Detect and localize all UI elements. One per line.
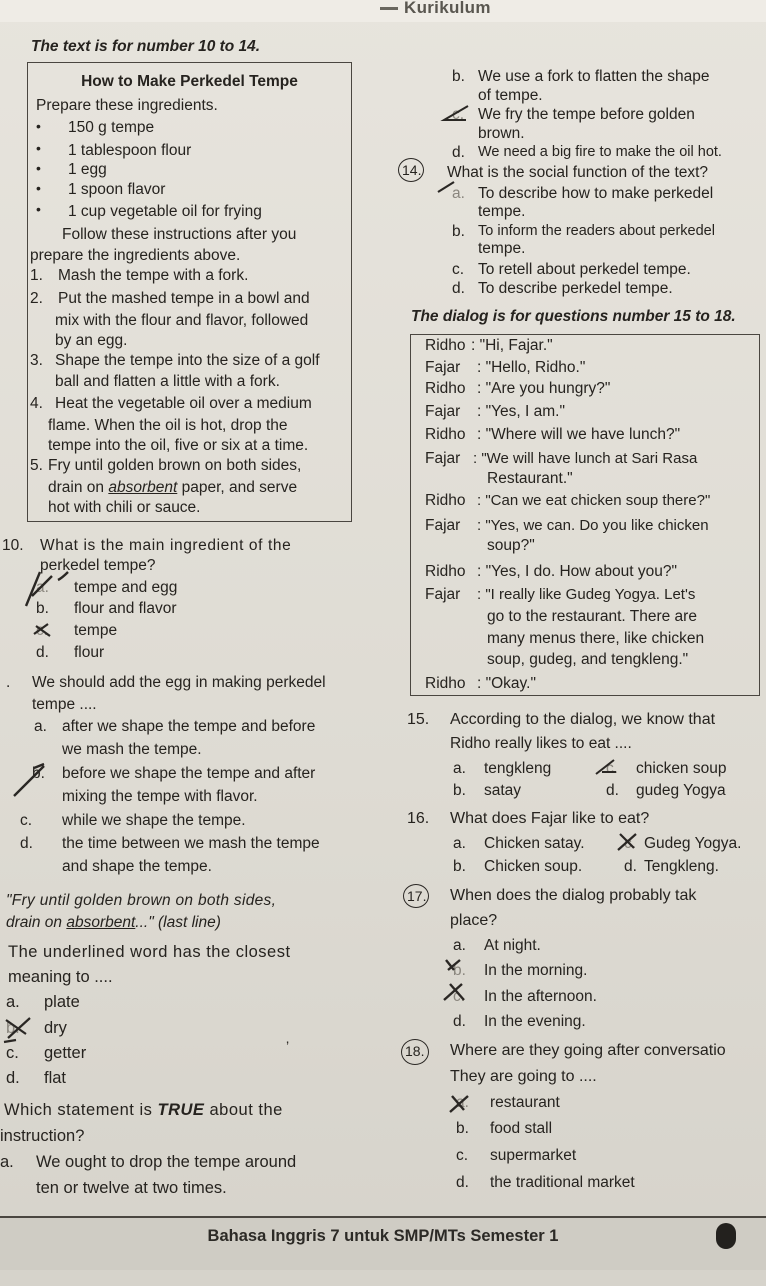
option-letter[interactable]: c. — [453, 988, 466, 1005]
option-text[interactable]: tempe. — [478, 203, 526, 220]
section-intro-15-18: The dialog is for questions number 15 to 18. — [411, 308, 736, 325]
option-text[interactable]: In the morning. — [484, 962, 588, 979]
option-text[interactable]: while we shape the tempe. — [62, 812, 246, 829]
ingredient-item: 1 egg — [68, 161, 107, 178]
question-number: 15. — [407, 711, 430, 728]
bullet-icon: • — [36, 201, 41, 217]
dialog-line: : "I really like Gudeg Yogya. Let's — [477, 586, 696, 603]
dialog-line: soup, gudeg, and tengkleng." — [487, 651, 689, 668]
option-text[interactable]: To inform the readers about perkedel — [478, 223, 715, 239]
option-text[interactable]: tempe. — [478, 240, 526, 257]
step-line: tempe into the oil, five or six at a time. — [48, 437, 309, 454]
question-number: 17. — [407, 888, 427, 904]
speaker-name: Ridho — [425, 380, 466, 397]
option-letter[interactable]: a. — [36, 579, 49, 596]
option-text[interactable]: the traditional market — [490, 1174, 635, 1191]
option-letter[interactable]: b. — [452, 223, 465, 240]
step-line: Fry until golden brown on both sides, — [48, 457, 302, 474]
question-stem: tempe .... — [32, 696, 97, 713]
option-letter[interactable]: a. — [453, 937, 466, 954]
option-text[interactable]: We ought to drop the tempe around — [36, 1153, 297, 1171]
dialog-line: go to the restaurant. There are — [487, 608, 697, 625]
step-number: 4. — [30, 395, 43, 412]
step-number: 1. — [30, 267, 43, 284]
recipe-follow-line-1: Follow these instructions after you — [62, 226, 297, 243]
option-letter[interactable]: b. — [453, 782, 466, 799]
stray-pen-mark-icon: ’ — [286, 1038, 290, 1054]
option-letter[interactable]: b. — [6, 1019, 20, 1037]
option-letter[interactable]: b. — [456, 1120, 469, 1137]
speaker-name: Fajar — [425, 403, 461, 420]
step-line: ball and flatten a little with a fork. — [55, 373, 280, 390]
option-letter[interactable]: c. — [20, 812, 33, 829]
recipe-follow-line-2: prepare the ingredients above. — [30, 247, 241, 264]
question-stem — [4, 1100, 283, 1121]
dialog-line: Restaurant." — [487, 470, 573, 487]
option-text[interactable]: tempe and egg — [74, 579, 178, 596]
option-letter[interactable]: a. — [452, 185, 465, 202]
option-text[interactable]: food stall — [490, 1120, 553, 1137]
option-letter[interactable]: a. — [0, 1153, 14, 1171]
option-text[interactable]: Chicken soup. — [484, 858, 583, 875]
bullet-icon: • — [36, 160, 41, 176]
option-text[interactable]: tengkleng — [484, 760, 552, 777]
speaker-name: Ridho — [425, 492, 466, 509]
option-text[interactable]: We use a fork to flatten the shape — [478, 68, 710, 85]
option-letter[interactable]: d. — [456, 1174, 469, 1191]
option-text[interactable]: and shape the tempe. — [62, 858, 212, 875]
option-text[interactable]: Tengkleng. — [644, 858, 719, 875]
curriculum-label: Kurikulum — [404, 0, 491, 17]
option-text[interactable]: supermarket — [490, 1147, 577, 1164]
option-letter[interactable]: b. — [453, 858, 466, 875]
question-number: 10. — [2, 537, 24, 554]
option-text[interactable]: restaurant — [490, 1094, 560, 1111]
step-number: 5. — [30, 457, 43, 474]
step-line: by an egg. — [55, 332, 128, 349]
speaker-name: Ridho — [425, 426, 466, 443]
option-letter[interactable]: d. — [452, 280, 465, 297]
step-line: Shape the tempe into the size of a golf — [55, 352, 320, 369]
option-letter[interactable]: d. — [20, 835, 33, 852]
question-number: 14. — [402, 162, 422, 178]
option-text[interactable]: We fry the tempe before golden — [478, 106, 695, 123]
option-text[interactable]: In the afternoon. — [484, 988, 597, 1005]
curriculum-header — [380, 0, 491, 18]
option-letter[interactable]: a. — [6, 993, 20, 1011]
question-stem: Where are they going after conversatio — [450, 1042, 726, 1059]
option-letter[interactable]: d. — [452, 144, 465, 161]
option-text[interactable]: ten or twelve at two times. — [36, 1179, 227, 1197]
dialog-line: soup?" — [487, 537, 535, 554]
ingredient-item: 150 g tempe — [68, 119, 155, 136]
speaker-name: Ridho — [425, 675, 466, 692]
step-line: Put the mashed tempe in a bowl and — [58, 290, 310, 307]
option-letter[interactable]: d. — [606, 782, 619, 799]
dialog-line: : "Where will we have lunch?" — [477, 426, 681, 443]
step-line: mix with the flour and flavor, followed — [55, 312, 309, 329]
option-text[interactable]: At night. — [484, 937, 541, 954]
section-intro-10-14: The text is for number 10 to 14. — [31, 38, 261, 55]
stem-text: about the — [209, 1101, 283, 1119]
bullet-icon: • — [36, 140, 41, 156]
quote-underlined-word: absorbent — [66, 914, 136, 931]
option-letter[interactable]: a. — [34, 718, 47, 735]
option-text[interactable]: flat — [44, 1069, 67, 1087]
option-letter[interactable]: c. — [6, 1044, 19, 1062]
question-stem: When does the dialog probably tak — [450, 887, 697, 904]
dialog-box — [410, 334, 760, 696]
option-text[interactable]: Gudeg Yogya. — [644, 835, 742, 852]
recipe-prepare-label: Prepare these ingredients. — [36, 97, 218, 114]
header-dash — [380, 7, 398, 10]
option-text[interactable]: In the evening. — [484, 1013, 586, 1030]
option-text[interactable]: tempe — [74, 622, 118, 639]
stem-text: Which statement is — [4, 1101, 153, 1119]
dialog-line: : "Hello, Ridho." — [477, 359, 586, 376]
dialog-line: : "Hi, Fajar." — [471, 337, 553, 354]
bullet-icon: • — [36, 118, 41, 134]
question-stem: perkedel tempe? — [40, 557, 156, 574]
bullet-icon: • — [36, 180, 41, 196]
dialog-line: : "Okay." — [477, 675, 536, 692]
question-stem: According to the dialog, we know that — [450, 711, 716, 728]
option-text[interactable]: plate — [44, 993, 80, 1011]
option-text[interactable]: flour — [74, 644, 105, 661]
option-text[interactable]: brown. — [478, 125, 525, 142]
option-text[interactable]: Chicken satay. — [484, 835, 585, 852]
speaker-name: Ridho — [425, 337, 466, 354]
option-text[interactable]: To retell about perkedel tempe. — [478, 261, 691, 278]
option-letter[interactable]: a. — [453, 835, 466, 852]
dialog-line: : "Are you hungry?" — [477, 380, 611, 397]
step-number: 2. — [30, 290, 43, 307]
ingredient-item: 1 tablespoon flour — [68, 142, 192, 159]
question-stem: place? — [450, 912, 498, 929]
option-letter[interactable]: c. — [452, 261, 465, 278]
option-text[interactable]: before we shape the tempe and after — [62, 765, 316, 782]
question-stem: Ridho really likes to eat .... — [450, 735, 632, 752]
option-letter[interactable]: a. — [456, 1094, 469, 1111]
question-stem: instruction? — [0, 1127, 85, 1145]
question-stem: meaning to .... — [8, 968, 113, 986]
option-text[interactable]: satay — [484, 782, 522, 799]
stem-emphasis-true: TRUE — [157, 1101, 205, 1119]
absorbent-underlined-word: absorbent — [108, 479, 178, 496]
dialog-line: : "Yes, I am." — [477, 403, 565, 420]
option-text[interactable]: To describe how to make perkedel — [478, 185, 714, 202]
option-letter[interactable]: c. — [624, 835, 637, 852]
option-letter[interactable]: a. — [453, 760, 466, 777]
quote-line: "Fry until golden brown on both sides, — [6, 892, 277, 909]
speaker-name: Fajar — [425, 517, 461, 534]
option-letter[interactable]: b. — [32, 765, 45, 782]
question-number: 16. — [407, 810, 430, 827]
option-text[interactable]: getter — [44, 1044, 87, 1062]
quote-text: ..." (last line) — [135, 914, 221, 931]
option-letter[interactable]: d. — [624, 858, 637, 875]
question-stem: What does Fajar like to eat? — [450, 810, 650, 827]
option-letter[interactable]: c. — [452, 106, 465, 123]
option-text[interactable]: the time between we mash the tempe — [62, 835, 320, 852]
speaker-name: Ridho — [425, 563, 466, 580]
question-stem: We should add the egg in making perkedel — [32, 674, 326, 691]
option-letter[interactable]: b. — [453, 962, 466, 979]
option-text[interactable]: of tempe. — [478, 87, 543, 104]
question-stem: They are going to .... — [450, 1068, 597, 1085]
question-stem: What is the main ingredient of the — [40, 537, 292, 554]
option-letter[interactable]: d. — [36, 644, 49, 661]
question-number: 18. — [405, 1043, 425, 1059]
speaker-name: Fajar — [425, 450, 461, 467]
speaker-name: Fajar — [425, 586, 461, 603]
option-letter[interactable]: d. — [453, 1013, 466, 1030]
dialog-line: : "Yes, I do. How about you?" — [477, 563, 678, 580]
option-letter[interactable]: d. — [6, 1069, 20, 1087]
ingredient-item: 1 cup vegetable oil for frying — [68, 203, 262, 220]
quote-text: drain on — [6, 914, 63, 931]
recipe-title: How to Make Perkedel Tempe — [81, 73, 298, 90]
option-letter[interactable]: b. — [36, 600, 49, 617]
page-number-badge-icon — [716, 1223, 736, 1249]
question-stem: The underlined word has the closest — [8, 943, 291, 961]
option-text[interactable]: To describe perkedel tempe. — [478, 280, 673, 297]
dialog-line: : "Can we eat chicken soup there?" — [477, 492, 711, 509]
dialog-line: : "We will have lunch at Sari Rasa — [473, 450, 698, 467]
option-letter[interactable]: b. — [452, 68, 465, 85]
footer-book-title: Bahasa Inggris 7 untuk SMP/MTs Semester 1 — [207, 1227, 559, 1245]
question-stem: What is the social function of the text? — [447, 164, 709, 181]
dialog-line: : "Yes, we can. Do you like chicken — [477, 517, 709, 534]
option-letter[interactable]: c. — [456, 1147, 469, 1164]
option-text[interactable]: after we shape the tempe and before — [62, 718, 316, 735]
option-text[interactable]: dry — [44, 1019, 67, 1037]
speaker-name: Fajar — [425, 359, 461, 376]
step-line — [48, 477, 297, 498]
option-letter[interactable]: c. — [36, 622, 49, 639]
option-text[interactable]: flour and flavor — [74, 600, 177, 617]
step-line: Mash the tempe with a fork. — [58, 267, 249, 284]
option-text[interactable]: mixing the tempe with flavor. — [62, 788, 258, 805]
question-number: . — [6, 674, 11, 691]
option-letter[interactable]: c. — [606, 760, 619, 777]
step-text: paper, and serve — [181, 479, 298, 496]
step-line: Heat the vegetable oil over a medium — [55, 395, 312, 412]
step-number: 3. — [30, 352, 43, 369]
ingredient-item: 1 spoon flavor — [68, 181, 166, 198]
step-text: drain on — [48, 479, 105, 496]
option-text[interactable]: gudeg Yogya — [636, 782, 726, 799]
option-text[interactable]: chicken soup — [636, 760, 727, 777]
quote-line — [6, 912, 221, 933]
step-line: flame. When the oil is hot, drop the — [48, 417, 288, 434]
step-line: hot with chili or sauce. — [48, 499, 201, 516]
dialog-line: many menus there, like chicken — [487, 630, 705, 647]
option-text[interactable]: we mash the tempe. — [62, 741, 202, 758]
option-text[interactable]: We need a big fire to make the oil hot. — [478, 144, 722, 160]
